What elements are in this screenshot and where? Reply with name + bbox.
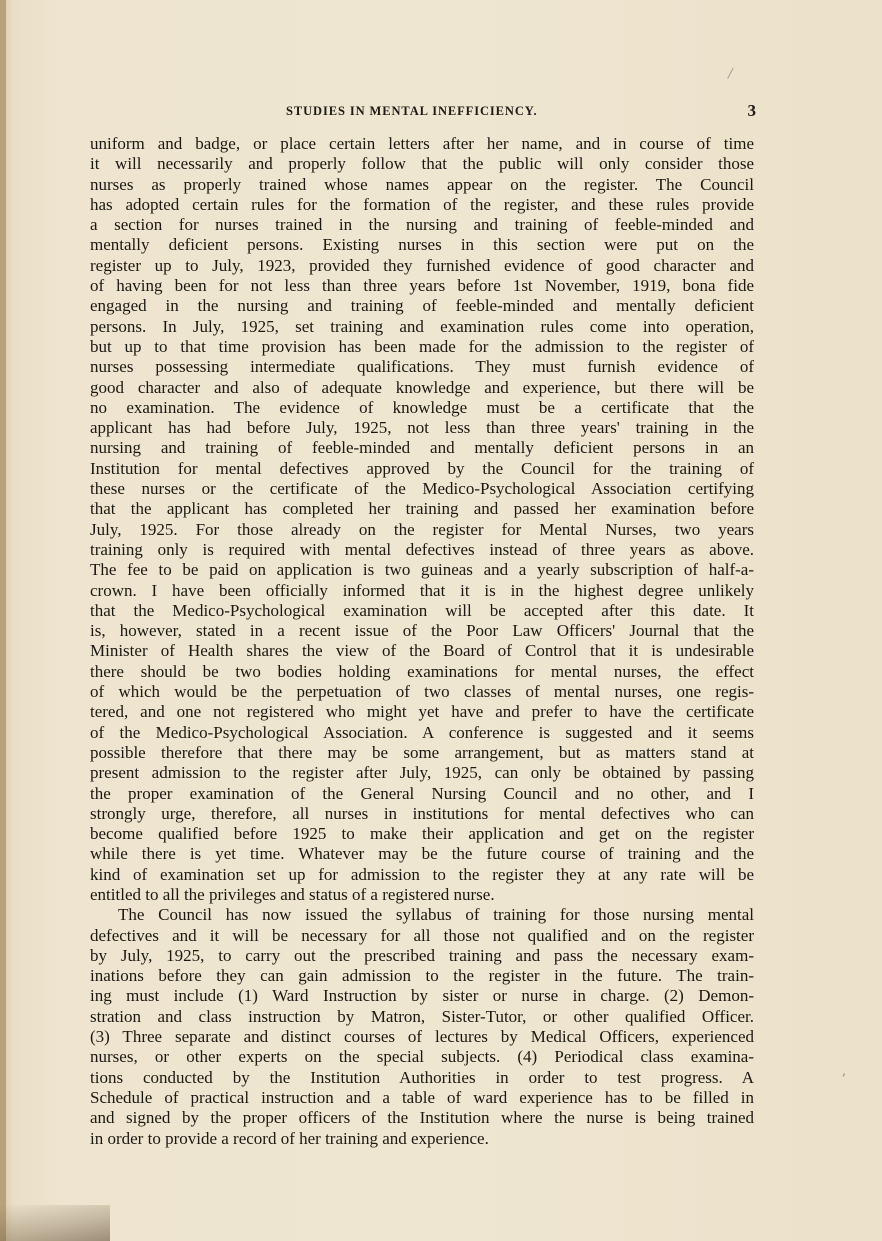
text-line: a section for nurses trained in the nursing and training of feeble-minded and xyxy=(90,215,754,235)
text-line: has adopted certain rules for the formation of the register, and these rules provide xyxy=(90,194,754,214)
text-line: nurses, or other experts on the special subjects. (4) Periodical class examina- xyxy=(90,1047,754,1067)
text-line: strongly urge, therefore, all nurses in institutions for mental defectives who can xyxy=(90,803,754,823)
text-line: Minister of Health shares the view of the Board of Control that it is undesirable xyxy=(90,641,754,661)
text-line: The fee to be paid on application is two guineas and a yearly subscription of half-a- xyxy=(90,560,754,580)
text-line: register up to July, 1923, provided they furnished evidence of good character and xyxy=(90,255,754,275)
body-text xyxy=(90,134,754,1149)
text-line: present admission to the register after July, 1925, can only be obtained by passing xyxy=(90,763,754,783)
text-line: the proper examination of the General Nursing Council and no other, and I xyxy=(90,783,754,803)
pencil-mark: / xyxy=(726,65,735,82)
page-corner-shadow xyxy=(0,1205,110,1241)
text-line: while there is yet time. Whatever may be the future course of training and the xyxy=(90,844,754,864)
text-line: by July, 1925, to carry out the prescribed training and pass the necessary exam- xyxy=(90,945,754,965)
text-line: tered, and one not registered who might yet have and prefer to have the certificate xyxy=(90,702,754,722)
text-line: crown. I have been officially informed that it is in the highest degree unlikely xyxy=(90,580,754,600)
text-line: applicant has had before July, 1925, not less than three years' training in the xyxy=(90,418,754,438)
text-line: but up to that time provision has been made for the admission to the register of xyxy=(90,336,754,356)
text-line: it will necessarily and properly follow that the public will only consider those xyxy=(90,154,754,174)
text-line: of which would be the perpetuation of two classes of mental nurses, one regis- xyxy=(90,682,754,702)
text-line: become qualified before 1925 to make their application and get on the register xyxy=(90,824,754,844)
text-line: engaged in the nursing and training of feeble-minded and mentally deficient xyxy=(90,296,754,316)
page-number: 3 xyxy=(747,101,756,120)
text-line: is, however, stated in a recent issue of the Poor Law Officers' Journal that the xyxy=(90,621,754,641)
text-line: training only is required with mental defectives instead of three years as above. xyxy=(90,539,754,559)
text-line: no examination. The evidence of knowledge must be a certificate that the xyxy=(90,397,754,417)
text-line: July, 1925. For those already on the register for Mental Nurses, two years xyxy=(90,519,754,539)
text-line: uniform and badge, or place certain letters after her name, and in course of time xyxy=(90,134,754,153)
text-line: The Council has now issued the syllabus of training for those nursing mental xyxy=(118,905,754,925)
text-line: mentally deficient persons. Existing nurses in this section were put on the xyxy=(90,235,754,255)
text-line: ing must include (1) Ward Instruction by sister or nurse in charge. (2) Demon- xyxy=(90,986,754,1006)
paragraph xyxy=(90,905,754,1149)
text-line: of the Medico-Psychological Association. A conference is suggested and it seems xyxy=(90,722,754,742)
text-line: entitled to all the privileges and status of a registered nurse. xyxy=(90,884,495,904)
text-line: that the Medico-Psychological examination will be accepted after this date. It xyxy=(90,600,754,620)
text-line: these nurses or the certificate of the Medico-Psychological Association certifying xyxy=(90,479,754,499)
text-line: of having been for not less than three years before 1st November, 1919, bona fide xyxy=(90,276,754,296)
text-line: persons. In July, 1925, set training and examination rules come into operation, xyxy=(90,316,754,336)
text-line: Institution for mental defectives approved by the Council for the training of xyxy=(90,458,754,478)
text-line: possible therefore that there may be some arrangement, but as matters stand at xyxy=(90,742,754,762)
text-line: stration and class instruction by Matron, Sister-Tutor, or other qualified Officer. xyxy=(90,1006,754,1026)
paragraph xyxy=(90,134,754,905)
text-line: (3) Three separate and distinct courses of lectures by Medical Officers, experienced xyxy=(90,1027,754,1047)
text-line: tions conducted by the Institution Authorities in order to test progress. A xyxy=(90,1067,754,1087)
text-line: defectives and it will be necessary for all those not qualified and on the register xyxy=(90,925,754,945)
margin-mark: , xyxy=(842,1064,847,1079)
text-line: and signed by the proper officers of the Institution where the nurse is being trained xyxy=(90,1108,754,1128)
text-line: kind of examination set up for admission to the register they at any rate will be xyxy=(90,864,754,884)
text-line: nurses as properly trained whose names appear on the register. The Council xyxy=(90,174,754,194)
text-line: nursing and training of feeble-minded and mentally deficient persons in an xyxy=(90,438,754,458)
text-line: that the applicant has completed her training and passed her examination before xyxy=(90,499,754,519)
running-head xyxy=(90,101,758,122)
running-title: STUDIES IN MENTAL INEFFICIENCY. xyxy=(286,104,538,118)
text-line: in order to provide a record of her training and experience. xyxy=(90,1128,489,1148)
page-spine-edge xyxy=(0,0,6,1241)
text-line: Schedule of practical instruction and a table of ward experience has to be filled in xyxy=(90,1087,754,1107)
text-line: there should be two bodies holding examinations for mental nurses, the effect xyxy=(90,661,754,681)
text-line: good character and also of adequate knowledge and experience, but there will be xyxy=(90,377,754,397)
text-line: inations before they can gain admission to the register in the future. The train- xyxy=(90,966,754,986)
text-line: nurses possessing intermediate qualifications. They must furnish evidence of xyxy=(90,357,754,377)
